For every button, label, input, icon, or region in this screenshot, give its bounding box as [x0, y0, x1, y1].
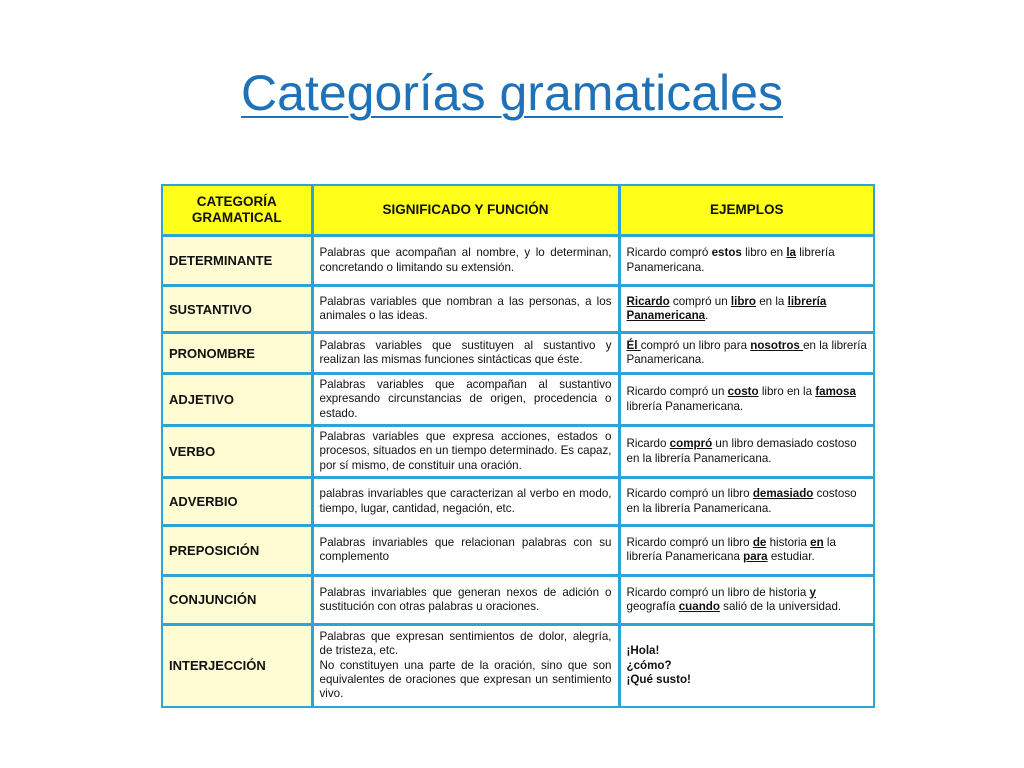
meaning-cell: Palabras invariables que generan nexos de adición o sustitución con otras palabras u oraciones. — [312, 576, 619, 624]
category-cell: SUSTANTIVO — [163, 286, 312, 332]
slide-title — [0, 58, 1024, 128]
table-row — [163, 525, 873, 575]
example-text: libro en — [741, 246, 787, 260]
example-text: Ricardo compró un libro — [626, 487, 753, 501]
highlighted-word: de — [752, 536, 767, 550]
highlighted-word: Él — [626, 338, 641, 352]
bold-word: estos — [711, 246, 742, 260]
example-text: salió de la universidad. — [719, 599, 842, 613]
example-text: Ricardo compró un libro — [626, 536, 753, 550]
example-text: estudiar. — [767, 550, 815, 564]
example-text: Ricardo compró un — [626, 385, 728, 399]
example-text: compró un libro para — [640, 338, 751, 352]
category-cell: ADJETIVO — [163, 374, 312, 425]
example-cell — [619, 425, 873, 478]
category-cell: PREPOSICIÓN — [163, 525, 312, 575]
example-text: Ricardo compró un libro de historia — [626, 585, 810, 599]
highlighted-word: nosotros — [750, 338, 804, 352]
highlighted-word: y — [809, 585, 816, 599]
example-cell — [619, 286, 873, 332]
example-text: en la librería Panamericana. — [626, 338, 867, 367]
category-cell: CONJUNCIÓN — [163, 576, 312, 624]
example-text: librería Panamericana. — [626, 399, 744, 413]
example-cell — [619, 236, 873, 286]
highlighted-word: librería — [787, 294, 827, 308]
highlighted-word: libro — [730, 294, 757, 308]
slide-title-link[interactable]: Categorías gramaticales — [241, 65, 783, 121]
meaning-cell: Palabras variables que sustituyen al sustantivo y realizan las mismas funciones sintácticas que éste. — [312, 332, 619, 373]
meaning-cell: Palabras variables que nombran a las personas, a los animales o las ideas. — [312, 286, 619, 332]
example-text: en la — [756, 294, 788, 308]
grammar-table — [163, 186, 873, 706]
header-category: CATEGORÍA GRAMATICAL — [163, 186, 312, 236]
highlighted-word: costo — [727, 385, 759, 399]
table-row — [163, 332, 873, 373]
grammar-table-container — [161, 184, 875, 708]
highlighted-word: famosa — [815, 385, 856, 399]
table-row — [163, 425, 873, 478]
table-row — [163, 576, 873, 624]
highlighted-word: cuando — [678, 599, 720, 613]
highlighted-word: Ricardo — [626, 294, 670, 308]
example-text: . — [705, 309, 709, 323]
category-cell: DETERMINANTE — [163, 236, 312, 286]
example-text: Ricardo — [626, 437, 670, 451]
meaning-cell: Palabras invariables que relacionan palabras con su complemento — [312, 525, 619, 575]
highlighted-word: compró — [669, 437, 713, 451]
example-text: la librería Panamericana — [626, 536, 836, 564]
highlighted-word: para — [743, 550, 768, 564]
highlighted-word: demasiado — [752, 487, 814, 501]
table-row — [163, 286, 873, 332]
header-meaning: SIGNIFICADO Y FUNCIÓN — [312, 186, 619, 236]
category-cell: PRONOMBRE — [163, 332, 312, 373]
example-cell — [619, 478, 873, 525]
table-row — [163, 236, 873, 286]
example-cell — [619, 624, 873, 706]
table-row — [163, 374, 873, 425]
header-examples: EJEMPLOS — [619, 186, 873, 236]
bold-word: ¡Hola! ¿cómo? ¡Qué susto! — [626, 644, 691, 687]
table-row — [163, 478, 873, 525]
highlighted-word: Panamericana — [626, 309, 706, 323]
example-cell — [619, 374, 873, 425]
meaning-cell: Palabras que expresan sentimientos de dolor, alegría, de tristeza, etc. No constituyen una parte de la oración, sino que son equivalentes de oraciones que expresan un sentimiento vivo. — [312, 624, 619, 706]
category-cell: VERBO — [163, 425, 312, 478]
table-body — [163, 236, 873, 707]
example-text: un libro demasiado costoso en la librería Panamericana. — [626, 437, 857, 465]
example-text: librería Panamericana. — [626, 246, 835, 274]
meaning-cell: palabras invariables que caracterizan al verbo en modo, tiempo, lugar, cantidad, negación, etc. — [312, 478, 619, 525]
table-row — [163, 624, 873, 706]
example-text: Ricardo compró — [626, 246, 712, 260]
highlighted-word: la — [786, 246, 796, 260]
example-text: costoso en la librería Panamericana. — [626, 487, 857, 515]
category-cell: INTERJECCIÓN — [163, 624, 312, 706]
category-cell: ADVERBIO — [163, 478, 312, 525]
meaning-cell: Palabras variables que acompañan al sustantivo expresando circunstancias de origen, procedencia o estado. — [312, 374, 619, 425]
table-header-row — [163, 186, 873, 236]
example-text: compró un — [669, 294, 731, 308]
example-cell — [619, 525, 873, 575]
meaning-cell: Palabras variables que expresa acciones, estados o procesos, situados en un tiempo determinado. Es capaz, por sí mismo, de constituir una oración. — [312, 425, 619, 478]
example-text: geografía — [626, 599, 679, 613]
meaning-cell: Palabras que acompañan al nombre, y lo determinan, concretando o limitando su extensión. — [312, 236, 619, 286]
example-cell — [619, 576, 873, 624]
example-text: libro en la — [758, 385, 816, 399]
example-cell — [619, 332, 873, 373]
highlighted-word: en — [810, 536, 824, 550]
example-text: historia — [766, 536, 811, 550]
